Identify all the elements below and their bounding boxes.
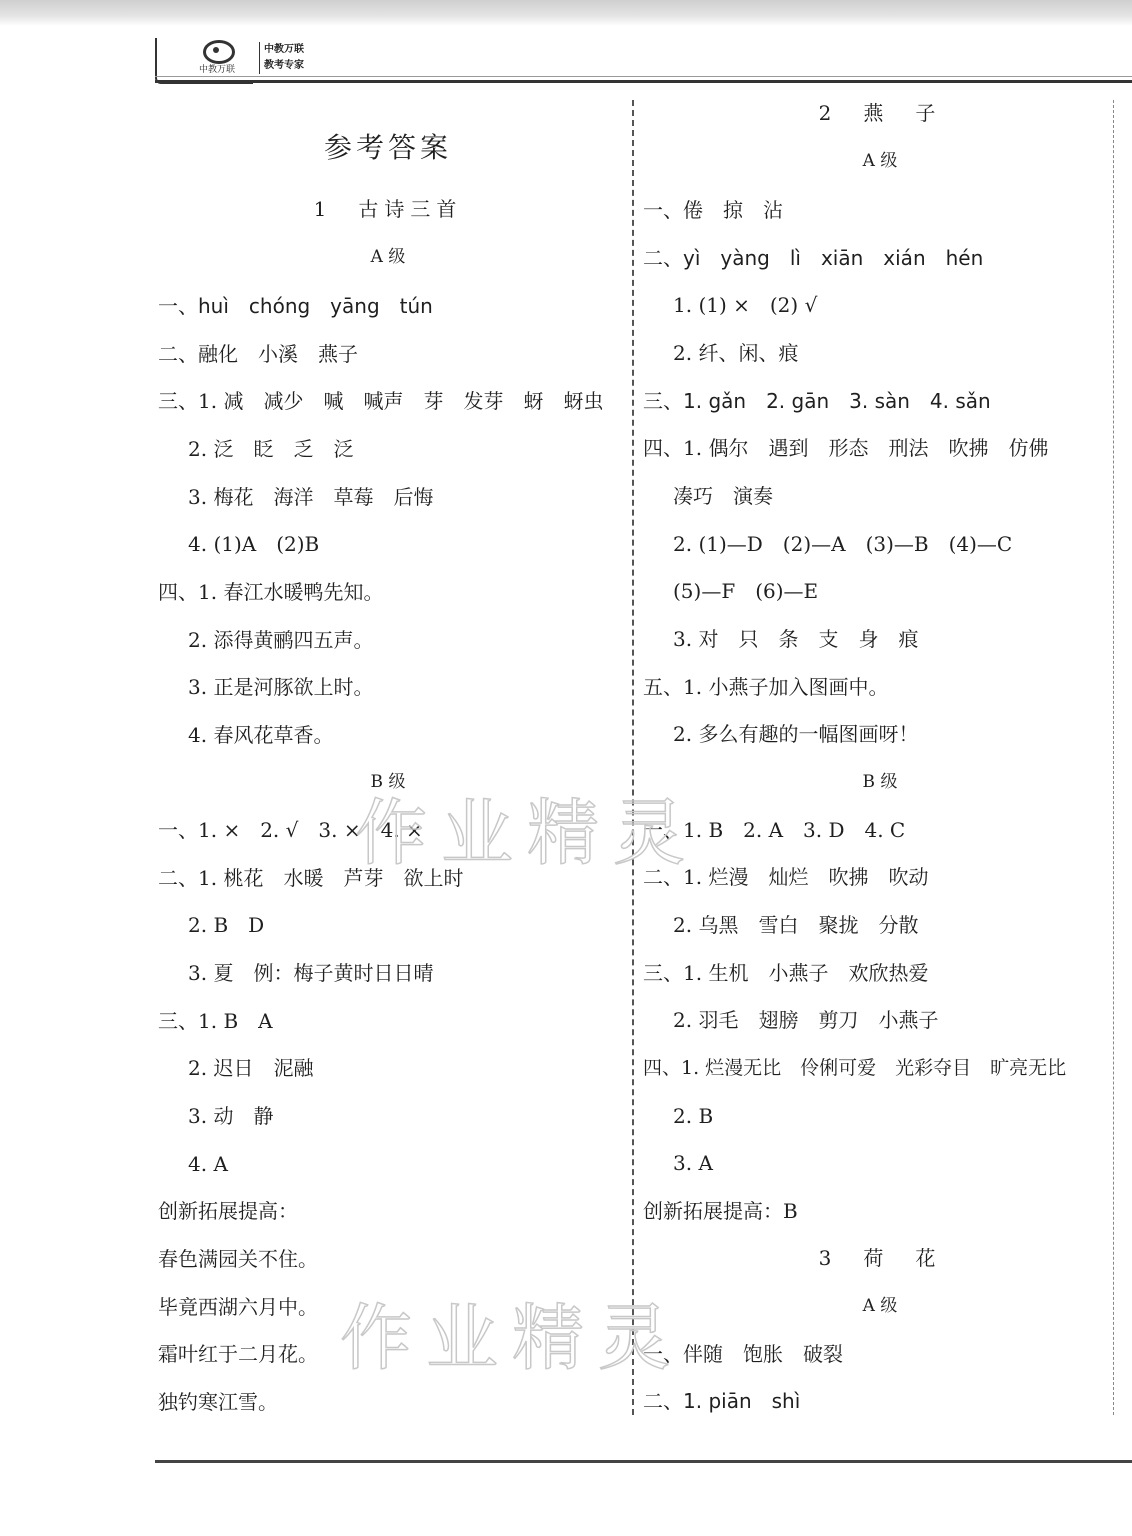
answer-line: 毕竟西湖六月中。 [158,1295,318,1319]
level-a-heading: A 级 [370,247,406,267]
torn-page-edge [0,0,1132,26]
answer-line: 一、1. × 2. √ 3. × 4. × [158,818,423,842]
answer-line: 四、1. 春江水暖鸭先知。 [158,580,384,604]
answer-line: 霜叶红于二月花。 [158,1342,318,1366]
answer-line: 独钓寒江雪。 [158,1390,278,1414]
extension-heading: 创新拓展提高： [158,1199,298,1223]
header-rule [155,80,1132,83]
answer-line: 二、1. 烂漫 灿烂 吹拂 吹动 [643,865,929,889]
answer-line: 一、huì chóng yāng tún [158,294,433,318]
answer-line: 4. 春风花草香。 [188,723,334,747]
answer-line: 2. 纤、闲、痕 [673,341,799,365]
answer-line: 2. 多么有趣的一幅图画呀！ [673,722,919,746]
page-header [155,38,1132,88]
answer-line: 2. B [673,1104,714,1128]
answer-line: 二、1. 桃花 水暖 芦芽 欲上时 [158,866,464,890]
answer-line: 一、倦 掠 沾 [643,198,783,222]
level-a-heading: A 级 [862,151,898,171]
tagline-line1: 中教万联 [264,44,304,55]
answer-line: 2. (1)—D (2)—A (3)—B (4)—C [673,532,1013,556]
answer-line: 3. 夏 例：梅子黄时日日晴 [188,961,434,985]
footer-rule [155,1460,1132,1463]
answer-line: 3. 梅花 海洋 草莓 后悔 [188,485,434,509]
answer-line: 2. 羽毛 翅膀 剪刀 小燕子 [673,1008,939,1032]
next-column-edge [1113,100,1132,1415]
header-tagline [259,42,304,74]
answer-line: 2. B D [188,913,265,937]
answer-line: 3. A [673,1151,713,1175]
answer-line: 凑巧 演奏 [673,484,773,508]
answer-line: 4. A [188,1152,228,1176]
section-heading-1: 1 古诗三首 [313,197,463,221]
logo-text: 中教万联 [199,65,236,75]
answer-line: 三、1. 减 减少 喊 喊声 芽 发芽 蚜 蚜虫 [158,389,604,413]
watermark: 作业精灵 [340,1296,685,1380]
column-divider [632,100,634,1415]
answer-line: 三、1. B A [158,1009,273,1033]
answer-line: 2. 泛 眨 乏 泛 [188,437,354,461]
level-a-heading: A 级 [862,1296,898,1316]
answer-line: (5)—F (6)—E [673,579,819,603]
section-heading-3: 3 荷 花 [818,1246,942,1270]
answer-line: 4. (1)A (2)B [188,532,320,556]
answer-line: 二、1. piān shì [643,1389,801,1413]
answer-line: 3. 对 只 条 支 身 痕 [673,627,919,651]
publisher-logo-frame [155,38,253,84]
extension-heading: 创新拓展提高：B [643,1199,798,1223]
logo-dot-icon [213,47,219,53]
answer-line: 三、1. gǎn 2. gān 3. sàn 4. sǎn [643,389,991,413]
answer-line: 四、1. 烂漫无比 伶俐可爱 光彩夺目 旷亮无比 [643,1057,1067,1079]
level-b-heading: B 级 [862,772,898,792]
header-rule-thin [155,76,1132,77]
publisher-logo-icon [203,40,235,64]
answer-line: 二、yì yàng lì xiān xián hén [643,246,984,270]
answer-line: 四、1. 偶尔 遇到 形态 刑法 吹拂 仿佛 [643,436,1049,460]
answer-line: 春色满园关不住。 [158,1247,318,1271]
answer-line: 3. 正是河豚欲上时。 [188,675,374,699]
watermark: 作业精灵 [355,791,700,875]
answer-line: 3. 动 静 [188,1104,274,1128]
answer-line: 2. 乌黑 雪白 聚拢 分散 [673,913,919,937]
answer-line: 五、1. 小燕子加入图画中。 [643,675,889,699]
answer-line: 2. 添得黄鹂四五声。 [188,628,374,652]
page-title: 参考答案 [323,131,452,164]
answer-line: 三、1. 生机 小燕子 欢欣热爱 [643,961,929,985]
answer-line: 1. (1) × (2) √ [673,293,818,317]
answer-line: 二、融化 小溪 燕子 [158,342,358,366]
answer-line: 一、伴随 饱胀 破裂 [643,1342,843,1366]
answer-line: 2. 迟日 泥融 [188,1056,314,1080]
section-heading-2: 2 燕 子 [818,101,942,125]
level-b-heading: B 级 [370,772,406,792]
tagline-line2: 教考专家 [264,60,304,71]
answer-line: 一、1. B 2. A 3. D 4. C [643,818,906,842]
